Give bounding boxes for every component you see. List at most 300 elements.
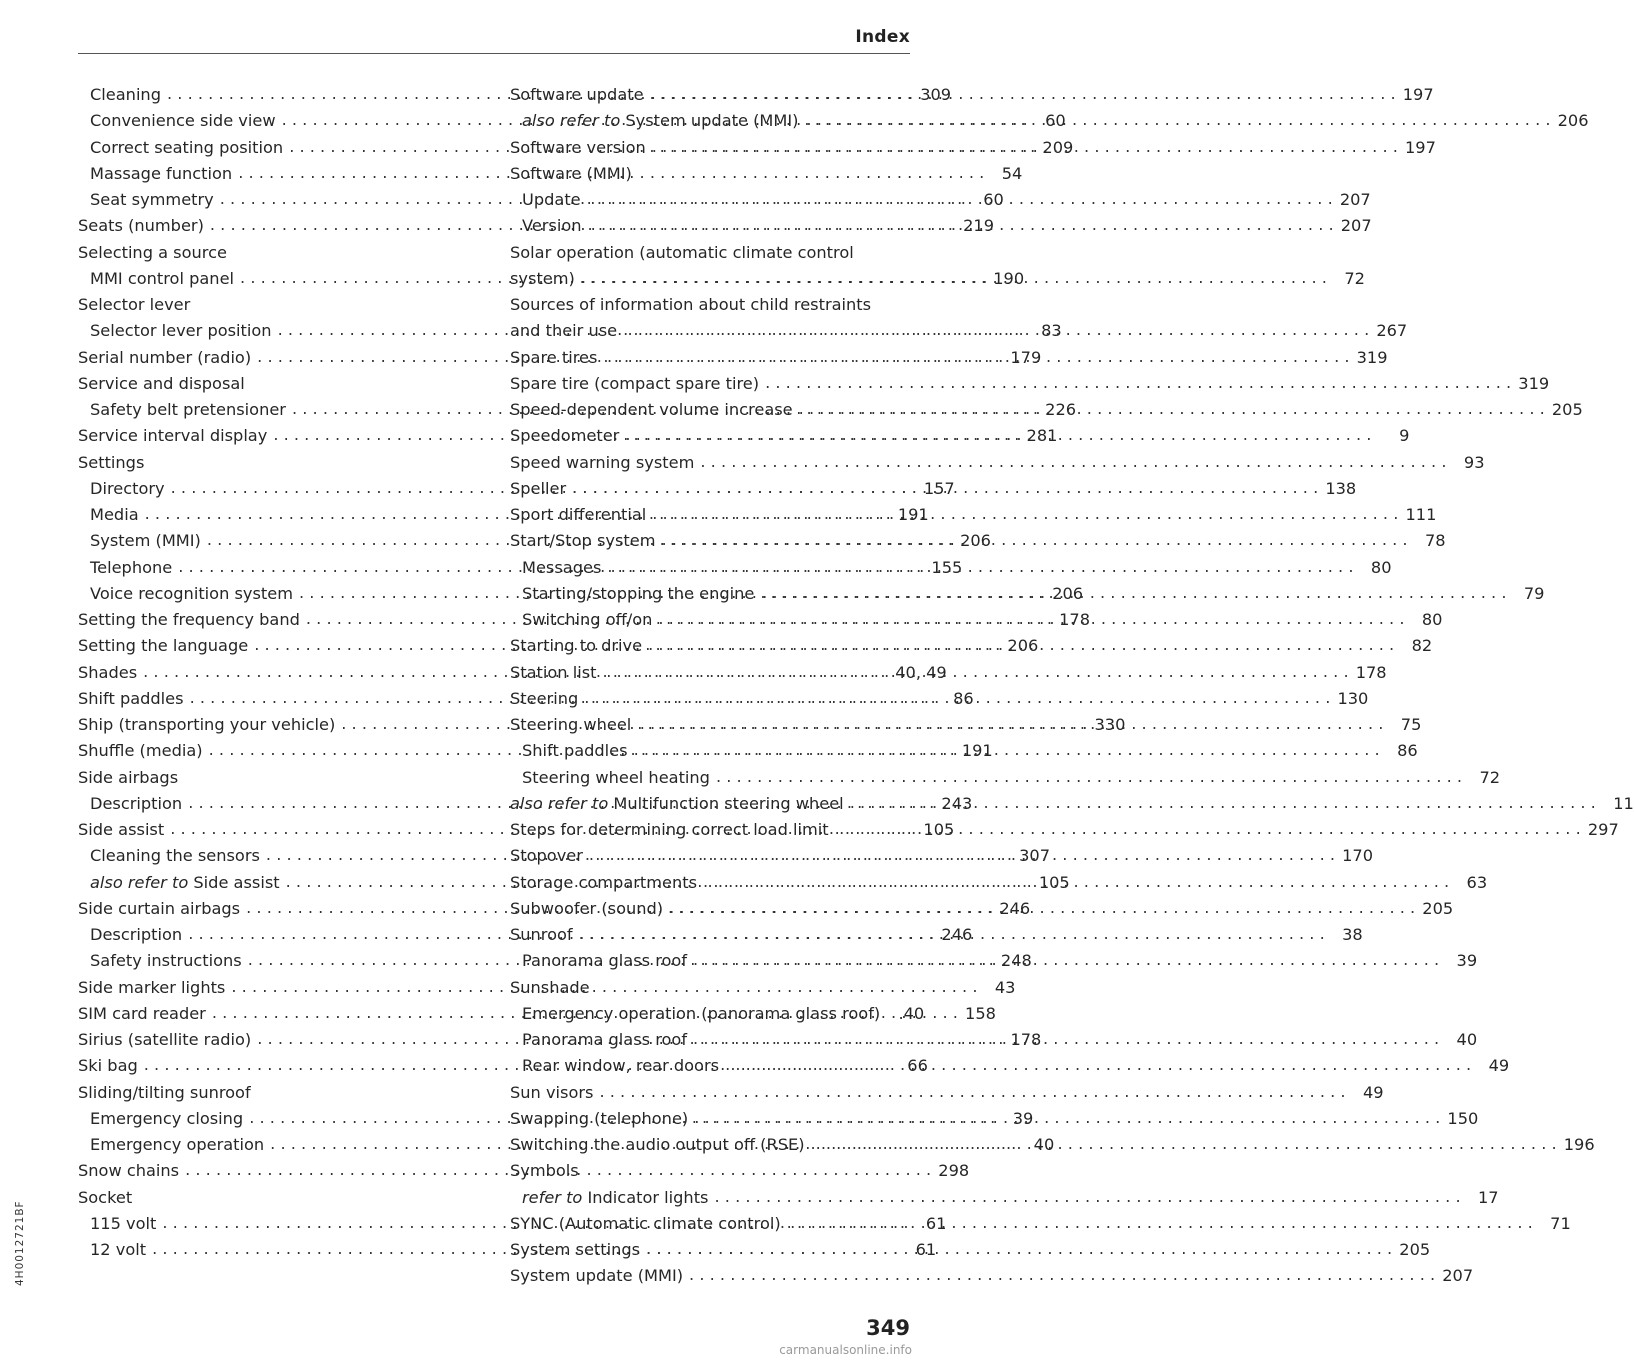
index-entry [510, 970, 908, 996]
dot-leader [607, 559, 1353, 576]
index-entry-label [510, 1137, 805, 1153]
index-entry-page: 83 [1041, 321, 1062, 341]
index-entry-page: 60 [1045, 111, 1066, 131]
index-entry-text: Emergency operation [90, 1135, 265, 1155]
index-entry-text: Software update [510, 85, 644, 105]
index-entry-label [90, 87, 161, 103]
index-entry-label [90, 113, 276, 129]
index-entry-page: 178 [1355, 662, 1387, 682]
index-entry-text: Side assist [78, 820, 165, 840]
index-entry-label [78, 612, 300, 628]
index-entry-text: Swapping (telephone) [510, 1108, 689, 1128]
index-entry-label [510, 428, 619, 444]
index-entry-page: 179 [1010, 347, 1042, 367]
index-entry-page: 158 [965, 1003, 996, 1023]
dot-leader [804, 112, 1550, 129]
index-entry-label [90, 1213, 157, 1233]
index-entry-label [510, 402, 793, 418]
index-entry-label [90, 848, 260, 864]
index-entry-text: Sources of information about child restraints [510, 295, 872, 315]
index-entry-text: Seat symmetry [90, 190, 214, 210]
index-entry-label [78, 373, 245, 393]
index-entry-label [510, 1268, 683, 1284]
index-entry-text: Switching off/on [522, 610, 653, 630]
index-entry-page: 61 [915, 1240, 937, 1260]
index-entry-text: Steering [510, 688, 579, 708]
index-entry-text: 115 volt [90, 1213, 157, 1233]
dot-leader [714, 1189, 1460, 1206]
index-entry-text: Steps for determining correct load limit [510, 820, 829, 840]
index-entry-page: 72 [1344, 268, 1365, 288]
index-entry-text: Seats (number) [78, 216, 204, 236]
index-entry-text: Starting to drive [510, 636, 643, 656]
index-entry-page: 178 [1059, 610, 1090, 630]
dot-leader [811, 1136, 1557, 1153]
index-entry-label [78, 743, 203, 759]
index-entry-text: Side assist [193, 872, 280, 892]
index-entry-text: Storage compartments [510, 872, 698, 892]
index-entry-text: Indicator lights [587, 1187, 709, 1207]
index-entry-page: 75 [1400, 715, 1422, 735]
dot-leader [599, 1084, 1345, 1101]
index-entry-page: 191 [961, 741, 993, 761]
index-entry-label [90, 192, 214, 208]
index-entry-label [510, 478, 567, 498]
index-entry-text: Sport differential [510, 505, 647, 525]
index-entry-text: Speller [510, 478, 567, 498]
index-entry-page: 197 [1405, 137, 1436, 157]
index-entry-text: Steering wheel [510, 715, 632, 735]
index-entry-label [522, 612, 652, 628]
index-entry-text: SYNC (Automatic climate control) [510, 1213, 781, 1233]
index-entry-label [78, 688, 184, 708]
index-entry-page: 309 [920, 85, 952, 105]
index-entry-label [78, 717, 335, 733]
index-entry-text: Rear window, rear doors [522, 1056, 720, 1076]
index-entry-page: 60 [983, 190, 1004, 210]
index-entry-page: 82 [1411, 636, 1433, 656]
index-entry-text: Description [90, 925, 183, 945]
index-entry-text: Switching the audio output off (RSE) [510, 1135, 805, 1155]
index-entry-text: Sunshade [510, 977, 590, 997]
index-entry-text: Shift paddles [522, 741, 628, 761]
index-entry-label [90, 1108, 244, 1128]
footer-watermark: carmanualsonline.info [779, 1343, 912, 1357]
index-entry-label [510, 297, 871, 313]
index-entry-text: Stopover [510, 846, 583, 866]
index-entry-text: Serial number (radio) [78, 347, 252, 367]
index-entry-label [78, 977, 226, 997]
index-entry-label [510, 87, 644, 103]
index-entry-label [510, 688, 579, 708]
index-entry-label [510, 533, 655, 549]
index-entry-page: 80 [1370, 557, 1392, 577]
index-entry-page: 40 [1033, 1135, 1055, 1155]
index-entry-label [510, 507, 646, 523]
index-entry-label [510, 1163, 579, 1179]
index-entry-page: 205 [1422, 898, 1454, 918]
index-entry-text: Speedometer [510, 426, 620, 446]
index-entry-label [522, 192, 581, 208]
index-entry [510, 287, 908, 313]
index-entry-text: Speed warning system [510, 452, 695, 472]
index-entry-page: 207 [1340, 216, 1372, 236]
index-entry-label [90, 478, 165, 498]
index-entry-label [90, 953, 242, 969]
index-entry-text: Ship (transporting your vehicle) [78, 715, 336, 735]
index-entry-page: 61 [925, 1213, 947, 1233]
index-entry-label [510, 1213, 781, 1233]
index-entry-label [78, 822, 164, 838]
index-entry-page: 298 [938, 1161, 970, 1181]
dot-leader [652, 139, 1398, 156]
index-entry-text: Messages [522, 557, 602, 577]
index-entry-page: 39 [1456, 951, 1478, 971]
index-entry-label [522, 113, 798, 129]
index-entry-label [510, 242, 854, 262]
index-entry-label [78, 242, 227, 262]
index-entry-text: Telephone [90, 557, 173, 577]
dot-leader [579, 926, 1325, 943]
dot-leader [716, 769, 1462, 786]
index-entry-text: Start/Stop system [510, 531, 656, 551]
index-entry-label [510, 323, 617, 339]
dot-leader [652, 506, 1398, 523]
dot-leader [587, 191, 1333, 208]
index-entry-page: 72 [1479, 767, 1501, 787]
dot-leader [693, 1031, 1439, 1048]
index-entry-text: Software (MMI) [510, 163, 632, 183]
index-entry [78, 1180, 476, 1206]
index-entry [510, 760, 1501, 787]
index-entry-text: Speed-dependent volume increase [510, 400, 793, 420]
index-entry-page: 78 [1424, 531, 1446, 551]
index-entry-label [90, 1242, 146, 1258]
index-entry-label [90, 533, 201, 549]
index-entry-text: Shuffle (media) [78, 741, 203, 761]
index-entry-label [90, 927, 182, 943]
dot-leader [634, 742, 1380, 759]
dot-leader [765, 375, 1511, 392]
index-entry-text: Starting/stopping the engine [522, 583, 755, 603]
index-entry-page: 105 [1038, 872, 1070, 892]
index-entry-text: Symbols [510, 1161, 579, 1181]
index-entry-page: 49 [1362, 1082, 1384, 1102]
index-entry-text: Subwoofer (sound) [510, 898, 664, 918]
index-entry-label [78, 1058, 138, 1074]
index-entry-page: 40, 49 [895, 662, 947, 682]
index-entry-label [78, 297, 190, 313]
index-entry-label [510, 268, 575, 288]
index-entry-text: and their use [510, 321, 618, 341]
index-entry-text: Convenience side view [90, 111, 276, 131]
index-entry-page: 190 [993, 268, 1025, 288]
dot-leader [700, 454, 1446, 471]
index-entry-label [522, 1187, 709, 1207]
index-entry-label [510, 898, 664, 918]
index-entry-label [522, 1003, 881, 1023]
dot-leader [799, 401, 1545, 418]
index-entry-label [510, 1082, 594, 1102]
index-entry-page: 281 [1026, 426, 1058, 446]
index-entry-text: Voice recognition system [90, 583, 293, 603]
cross-reference-prefix: also refer to [522, 111, 621, 131]
index-entry-page: .40 [898, 1003, 925, 1023]
index-entry-text: Description [90, 793, 183, 813]
index-entry-label [78, 1187, 133, 1207]
index-entry [510, 445, 1485, 472]
index-entry-page: 205 [1551, 400, 1583, 420]
index-entry-text: Steering wheel heating [522, 767, 710, 787]
index-entry-label [510, 137, 646, 157]
index-entry-text: Media [90, 505, 139, 525]
index-entry-page: 205 [1399, 1240, 1431, 1260]
index-entry-page: 9 [1399, 426, 1410, 446]
index-entry-text: Directory [90, 478, 165, 498]
index-entry-page: 196 [1563, 1135, 1595, 1155]
index-entry [510, 366, 1550, 393]
index-entry [510, 1075, 1384, 1102]
index-entry-label [90, 507, 139, 523]
dot-leader [623, 322, 1369, 339]
dot-leader [602, 664, 1348, 681]
index-entry-text: Snow chains [78, 1161, 180, 1181]
index-entry-text: Sun visors [510, 1082, 594, 1102]
index-entry-label [90, 323, 272, 339]
index-entry-label [90, 583, 293, 603]
index-entry-page: 197 [1402, 85, 1434, 105]
index-entry [78, 1075, 476, 1101]
index-entry-page: 226 [1045, 400, 1077, 420]
index-entry [510, 1258, 1474, 1286]
index-entry-page: 130 [1337, 688, 1369, 708]
index-entry [78, 445, 476, 471]
index-entry-text: Panorama glass roof [522, 951, 688, 971]
index-entry-text: System update (MMI) [625, 111, 799, 131]
dot-leader [725, 1057, 1471, 1074]
index-entry-page: 138 [1325, 478, 1357, 498]
index-entry-label [78, 452, 145, 472]
index-entry [78, 760, 476, 786]
index-entry-page: 219 [963, 216, 994, 236]
dot-leader [588, 217, 1334, 234]
index-entry-page: 170 [1342, 846, 1374, 866]
dot-leader [661, 532, 1407, 549]
index-entry-label [78, 898, 241, 918]
index-entry-text: Side airbags [78, 767, 179, 787]
index-entry-page: 246 [999, 898, 1031, 918]
index-entry-page: 39 [1012, 1108, 1034, 1128]
index-entry-text: Safety instructions [90, 951, 242, 971]
index-entry-page: 71 [1550, 1213, 1571, 1233]
index-entry-text: Sirius (satellite radio) [78, 1030, 252, 1050]
index-entry-label [522, 767, 710, 787]
index-entry-text: Spare tires [510, 347, 598, 367]
dot-leader [581, 270, 1327, 287]
index-entry-label [78, 1003, 206, 1023]
index-entry-label [78, 1032, 251, 1048]
index-entry-label [510, 163, 632, 183]
index-entry-label [90, 163, 233, 183]
index-entry-label [78, 428, 267, 444]
index-entry-text: Panorama glass roof [522, 1030, 688, 1050]
index-entry [510, 1153, 908, 1179]
index-entry-label [78, 1082, 251, 1102]
cross-reference-prefix: refer to [522, 1187, 583, 1207]
index-entry-text: Solar operation (automatic climate control [510, 242, 854, 262]
index-entry-label [90, 872, 280, 892]
index-entry-label [522, 953, 687, 969]
index-entry-text: Selector lever [78, 295, 191, 315]
index-entry-page: 155 [931, 557, 963, 577]
index-entry-label [510, 822, 829, 838]
index-entry-text: Safety belt pretensioner [90, 400, 286, 420]
dot-leader [648, 637, 1394, 654]
dot-leader [658, 611, 1404, 628]
cross-reference-prefix: also refer to [510, 793, 609, 813]
dot-leader [669, 900, 1415, 917]
index-entry-label [522, 557, 602, 577]
cross-reference-prefix: also refer to [90, 872, 189, 892]
index-entry-label [90, 137, 284, 157]
index-entry-text: Software version [510, 137, 646, 157]
index-entry [510, 996, 925, 1023]
index-entry-text: Update [522, 190, 581, 210]
index-entry-text: Setting the frequency band [78, 610, 300, 630]
dot-leader [572, 480, 1318, 497]
index-entry-text: Selector lever position [90, 321, 272, 341]
index-entry-label [78, 767, 179, 787]
index-entry-page: 17 [1477, 1187, 1499, 1207]
index-entry-page: 38 [1342, 925, 1363, 945]
index-entry-label [510, 373, 760, 393]
index-entry-text: Emergency closing [90, 1108, 244, 1128]
index-entry-page: 206 [1007, 636, 1039, 656]
index-entry-text: 12 volt [90, 1240, 147, 1260]
index-entry [510, 1180, 1499, 1207]
dot-leader [646, 1241, 1392, 1258]
index-entry-page: 93 [1463, 452, 1485, 472]
page-header-title: Index [855, 27, 910, 47]
dot-leader [589, 847, 1335, 864]
header-rule [78, 53, 910, 54]
index-entry-text: System update (MMI) [510, 1266, 684, 1286]
index-entry-text: Side curtain airbags [78, 898, 241, 918]
index-entry-label [510, 452, 695, 472]
index-entry-text: Cleaning [90, 85, 161, 105]
page-number: 349 [866, 1316, 910, 1340]
index-entry-text: Socket [78, 1187, 133, 1207]
index-entry-text: Version [522, 216, 582, 236]
index-entry-label [522, 218, 582, 234]
index-entry-text: Station list [510, 662, 597, 682]
index-entry-label [78, 638, 248, 654]
index-entry-page: 206 [1557, 111, 1589, 131]
index-entry-text: SIM card reader [78, 1003, 206, 1023]
index-entry-page: 40 [1456, 1030, 1478, 1050]
index-entry-page: 330 [1094, 715, 1126, 735]
index-entry-page: 209 [1042, 137, 1074, 157]
dot-leader [689, 1267, 1435, 1284]
index-entry-label [78, 1163, 179, 1179]
index-entry-text: Massage function [90, 163, 233, 183]
index-entry-label [90, 402, 286, 418]
index-entry-page: 206 [960, 531, 991, 551]
index-entry-page: 319 [1518, 373, 1550, 393]
index-entry-label [90, 557, 173, 577]
index-entry-page: 105 [923, 820, 955, 840]
index-entry-text: Shift paddles [78, 688, 184, 708]
index-entry-page: 66 [907, 1056, 928, 1076]
index-entry-text: system) [510, 268, 575, 288]
index-entry-text: Ski bag [78, 1056, 138, 1076]
index-entry-text: System (MMI) [90, 531, 201, 551]
index-entry [78, 287, 476, 313]
dot-leader [693, 952, 1439, 969]
index-entry [78, 235, 476, 261]
dot-leader [584, 690, 1330, 707]
index-entry-text: Side marker lights [78, 977, 226, 997]
index-entry-page: 150 [1447, 1108, 1479, 1128]
index-entry-label [90, 1137, 264, 1153]
dot-leader [703, 874, 1449, 891]
index-entry-page: 63 [1466, 872, 1488, 892]
dot-leader [835, 821, 1581, 838]
index-entry [510, 235, 908, 261]
index-entry-page: 319 [1356, 347, 1388, 367]
index-entry-label [510, 1242, 640, 1258]
index-entry-page: 86 [953, 688, 974, 708]
index-entry-label [510, 977, 590, 997]
index-entry-label [522, 743, 628, 759]
dot-leader [760, 585, 1506, 602]
index-entry [510, 156, 908, 182]
index-entry-page: 43 [994, 977, 1016, 997]
index-entry-label [510, 1108, 689, 1128]
index-entry-label [78, 218, 204, 234]
index-entry-text: Emergency operation (panorama glass roof) [522, 1003, 881, 1023]
index-entry-page: 267 [1376, 321, 1408, 341]
index-entry-page: 111 [1405, 505, 1437, 525]
index-entry-page: 307 [1019, 846, 1051, 866]
index-entry-label [78, 662, 138, 682]
index-entry-label [522, 583, 755, 603]
index-entry-text: System settings [510, 1240, 641, 1260]
dot-leader [637, 716, 1383, 733]
index-entry-page: 86 [1397, 741, 1418, 761]
index-entry-page: 54 [1001, 163, 1023, 183]
dot-leader [603, 349, 1349, 366]
index-entry-page: 243 [941, 793, 973, 813]
document-code: 4H0012721BF [14, 1200, 26, 1286]
index-entry-text: Correct seating position [90, 137, 284, 157]
index-entry-label [510, 872, 698, 892]
index-entry-page: 207 [1442, 1266, 1474, 1286]
index-entry [78, 366, 476, 392]
index-entry-text: Settings [78, 452, 145, 472]
index-entry-label [510, 848, 583, 864]
dot-leader [787, 1215, 1533, 1232]
index-entry-page: 206 [1052, 583, 1084, 603]
index-entry-label [90, 793, 183, 813]
index-entry-label [510, 793, 844, 813]
index-entry-page: 297 [1587, 820, 1619, 840]
index-entry-page: 49 [1488, 1056, 1510, 1076]
index-entry-text: Spare tire (compact spare tire) [510, 373, 760, 393]
index-entry-page: 157 [923, 478, 955, 498]
dot-leader [650, 86, 1396, 103]
index-entry-label [510, 717, 631, 733]
